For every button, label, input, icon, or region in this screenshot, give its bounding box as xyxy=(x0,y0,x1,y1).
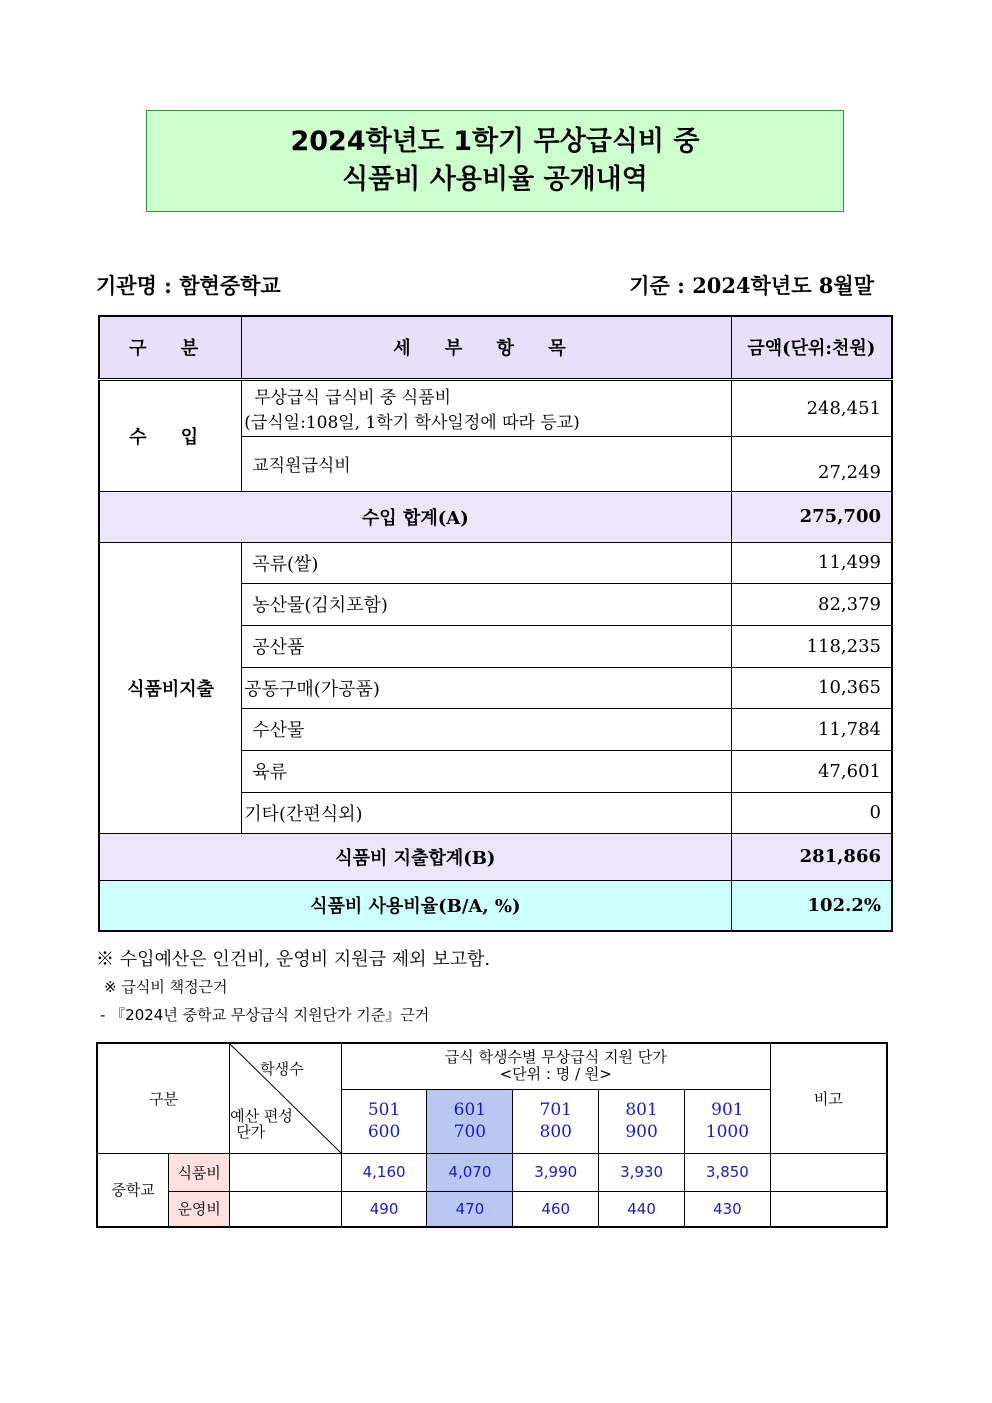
remark-cell xyxy=(770,1153,887,1191)
row-label-food: 식품비 xyxy=(169,1153,230,1191)
price-value: 460 xyxy=(513,1191,599,1227)
range-cell-selected xyxy=(427,1089,513,1153)
range-cell xyxy=(599,1089,685,1153)
range-from: 801 xyxy=(625,1100,658,1120)
food-cost-table xyxy=(98,315,893,932)
expense-total-label: 식품비 지출합계(B) xyxy=(99,833,731,880)
expense-detail: 기타(간편식외) xyxy=(242,792,732,833)
expense-amount: 0 xyxy=(731,792,892,833)
sub-header-row-1 xyxy=(97,1043,887,1089)
table-row xyxy=(99,379,892,436)
income-amount-1: 248,451 xyxy=(731,379,892,436)
price-value: 490 xyxy=(341,1191,427,1227)
range-to: 800 xyxy=(539,1122,572,1142)
diagonal-header xyxy=(230,1043,342,1153)
range-to: 900 xyxy=(625,1122,658,1142)
price-value: 440 xyxy=(599,1191,685,1227)
price-value: 3,930 xyxy=(599,1153,685,1191)
header-amount: 금액(단위:천원) xyxy=(731,316,892,379)
school-label: 중학교 xyxy=(97,1153,169,1227)
price-value: 3,990 xyxy=(513,1153,599,1191)
title-line-2: 식품비 사용비율 공개내역 xyxy=(342,164,648,195)
expense-amount: 11,784 xyxy=(731,708,892,750)
diag-bottom-label-1: 예산 편성 xyxy=(230,1107,293,1125)
expense-label: 식품비지출 xyxy=(99,542,242,833)
table-header-row xyxy=(99,316,892,379)
income-detail-1-line2: (급식일:108일, 1학기 학사일정에 따라 등교) xyxy=(244,413,580,433)
income-detail-1 xyxy=(242,379,732,436)
note-basis: ※ 급식비 책정근거 xyxy=(104,978,228,996)
expense-total-row xyxy=(99,833,892,880)
range-from: 901 xyxy=(711,1100,744,1120)
income-total-row xyxy=(99,491,892,542)
ratio-row xyxy=(99,880,892,931)
expense-detail: 공산품 xyxy=(242,625,732,667)
ratio-value: 102.2% xyxy=(731,880,892,931)
note-budget: ※ 수입예산은 인건비, 운영비 지원금 제외 보고함. xyxy=(96,949,491,970)
price-value-selected: 470 xyxy=(427,1191,513,1227)
table-row xyxy=(99,542,892,583)
diag-top-label: 학생수 xyxy=(260,1060,304,1078)
expense-detail: 수산물 xyxy=(242,708,732,750)
range-from: 501 xyxy=(367,1100,401,1120)
income-detail-1-line1: 무상급식 급식비 중 식품비 xyxy=(254,388,452,408)
expense-detail: 농산물(김치포함) xyxy=(242,583,732,625)
range-from: 701 xyxy=(539,1100,572,1120)
expense-detail: 곡류(쌀) xyxy=(242,542,732,583)
ratio-label: 식품비 사용비율(B/A, %) xyxy=(99,880,731,931)
price-value-selected: 4,070 xyxy=(427,1153,513,1191)
range-to: 600 xyxy=(367,1122,401,1142)
header-category: 구 분 xyxy=(99,316,242,379)
empty-cell xyxy=(230,1153,342,1191)
range-cell xyxy=(513,1089,599,1153)
expense-amount: 82,379 xyxy=(731,583,892,625)
note-reference: - 『2024년 중학교 무상급식 지원단가 기준』근거 xyxy=(100,1006,430,1024)
income-total-label: 수입 합계(A) xyxy=(99,491,731,542)
expense-amount: 118,235 xyxy=(731,625,892,667)
table-row xyxy=(97,1191,887,1227)
group-header-line2: <단위 : 명 / 원> xyxy=(499,1065,612,1084)
diag-bottom-label-2: 단가 xyxy=(236,1123,266,1141)
table-row xyxy=(97,1153,887,1191)
range-cell xyxy=(684,1089,770,1153)
price-value: 4,160 xyxy=(341,1153,427,1191)
group-header-line1: 급식 학생수별 무상급식 지원 단가 xyxy=(444,1048,667,1067)
range-from: 601 xyxy=(453,1100,487,1120)
expense-amount: 10,365 xyxy=(731,667,892,708)
remark-header: 비고 xyxy=(770,1043,887,1153)
income-total-amount: 275,700 xyxy=(731,491,892,542)
document-title xyxy=(146,110,844,212)
income-detail-2: 교직원급식비 xyxy=(242,436,732,491)
header-detail: 세 부 항 목 xyxy=(242,316,732,379)
title-line-1: 2024학년도 1학기 무상급식비 중 xyxy=(290,126,700,157)
support-price-table xyxy=(96,1042,888,1228)
institution-name: 기관명 : 함현중학교 xyxy=(96,273,281,298)
range-to: 700 xyxy=(453,1122,487,1142)
income-amount-2: 27,249 xyxy=(731,436,892,491)
group-header xyxy=(341,1043,770,1089)
price-value: 430 xyxy=(684,1191,770,1227)
expense-total-amount: 281,866 xyxy=(731,833,892,880)
remark-cell xyxy=(770,1191,887,1227)
range-cell xyxy=(341,1089,427,1153)
empty-cell xyxy=(230,1191,342,1227)
expense-amount: 47,601 xyxy=(731,750,892,792)
basis-date: 기준 : 2024학년도 8월말 xyxy=(629,273,874,298)
expense-amount: 11,499 xyxy=(731,542,892,583)
income-label: 수 입 xyxy=(99,379,242,491)
range-to: 1000 xyxy=(705,1122,750,1142)
expense-detail: 공동구매(가공품) xyxy=(242,667,732,708)
expense-detail: 육류 xyxy=(242,750,732,792)
sub-category-header: 구분 xyxy=(97,1043,230,1153)
row-label-operation: 운영비 xyxy=(169,1191,230,1227)
price-value: 3,850 xyxy=(684,1153,770,1191)
